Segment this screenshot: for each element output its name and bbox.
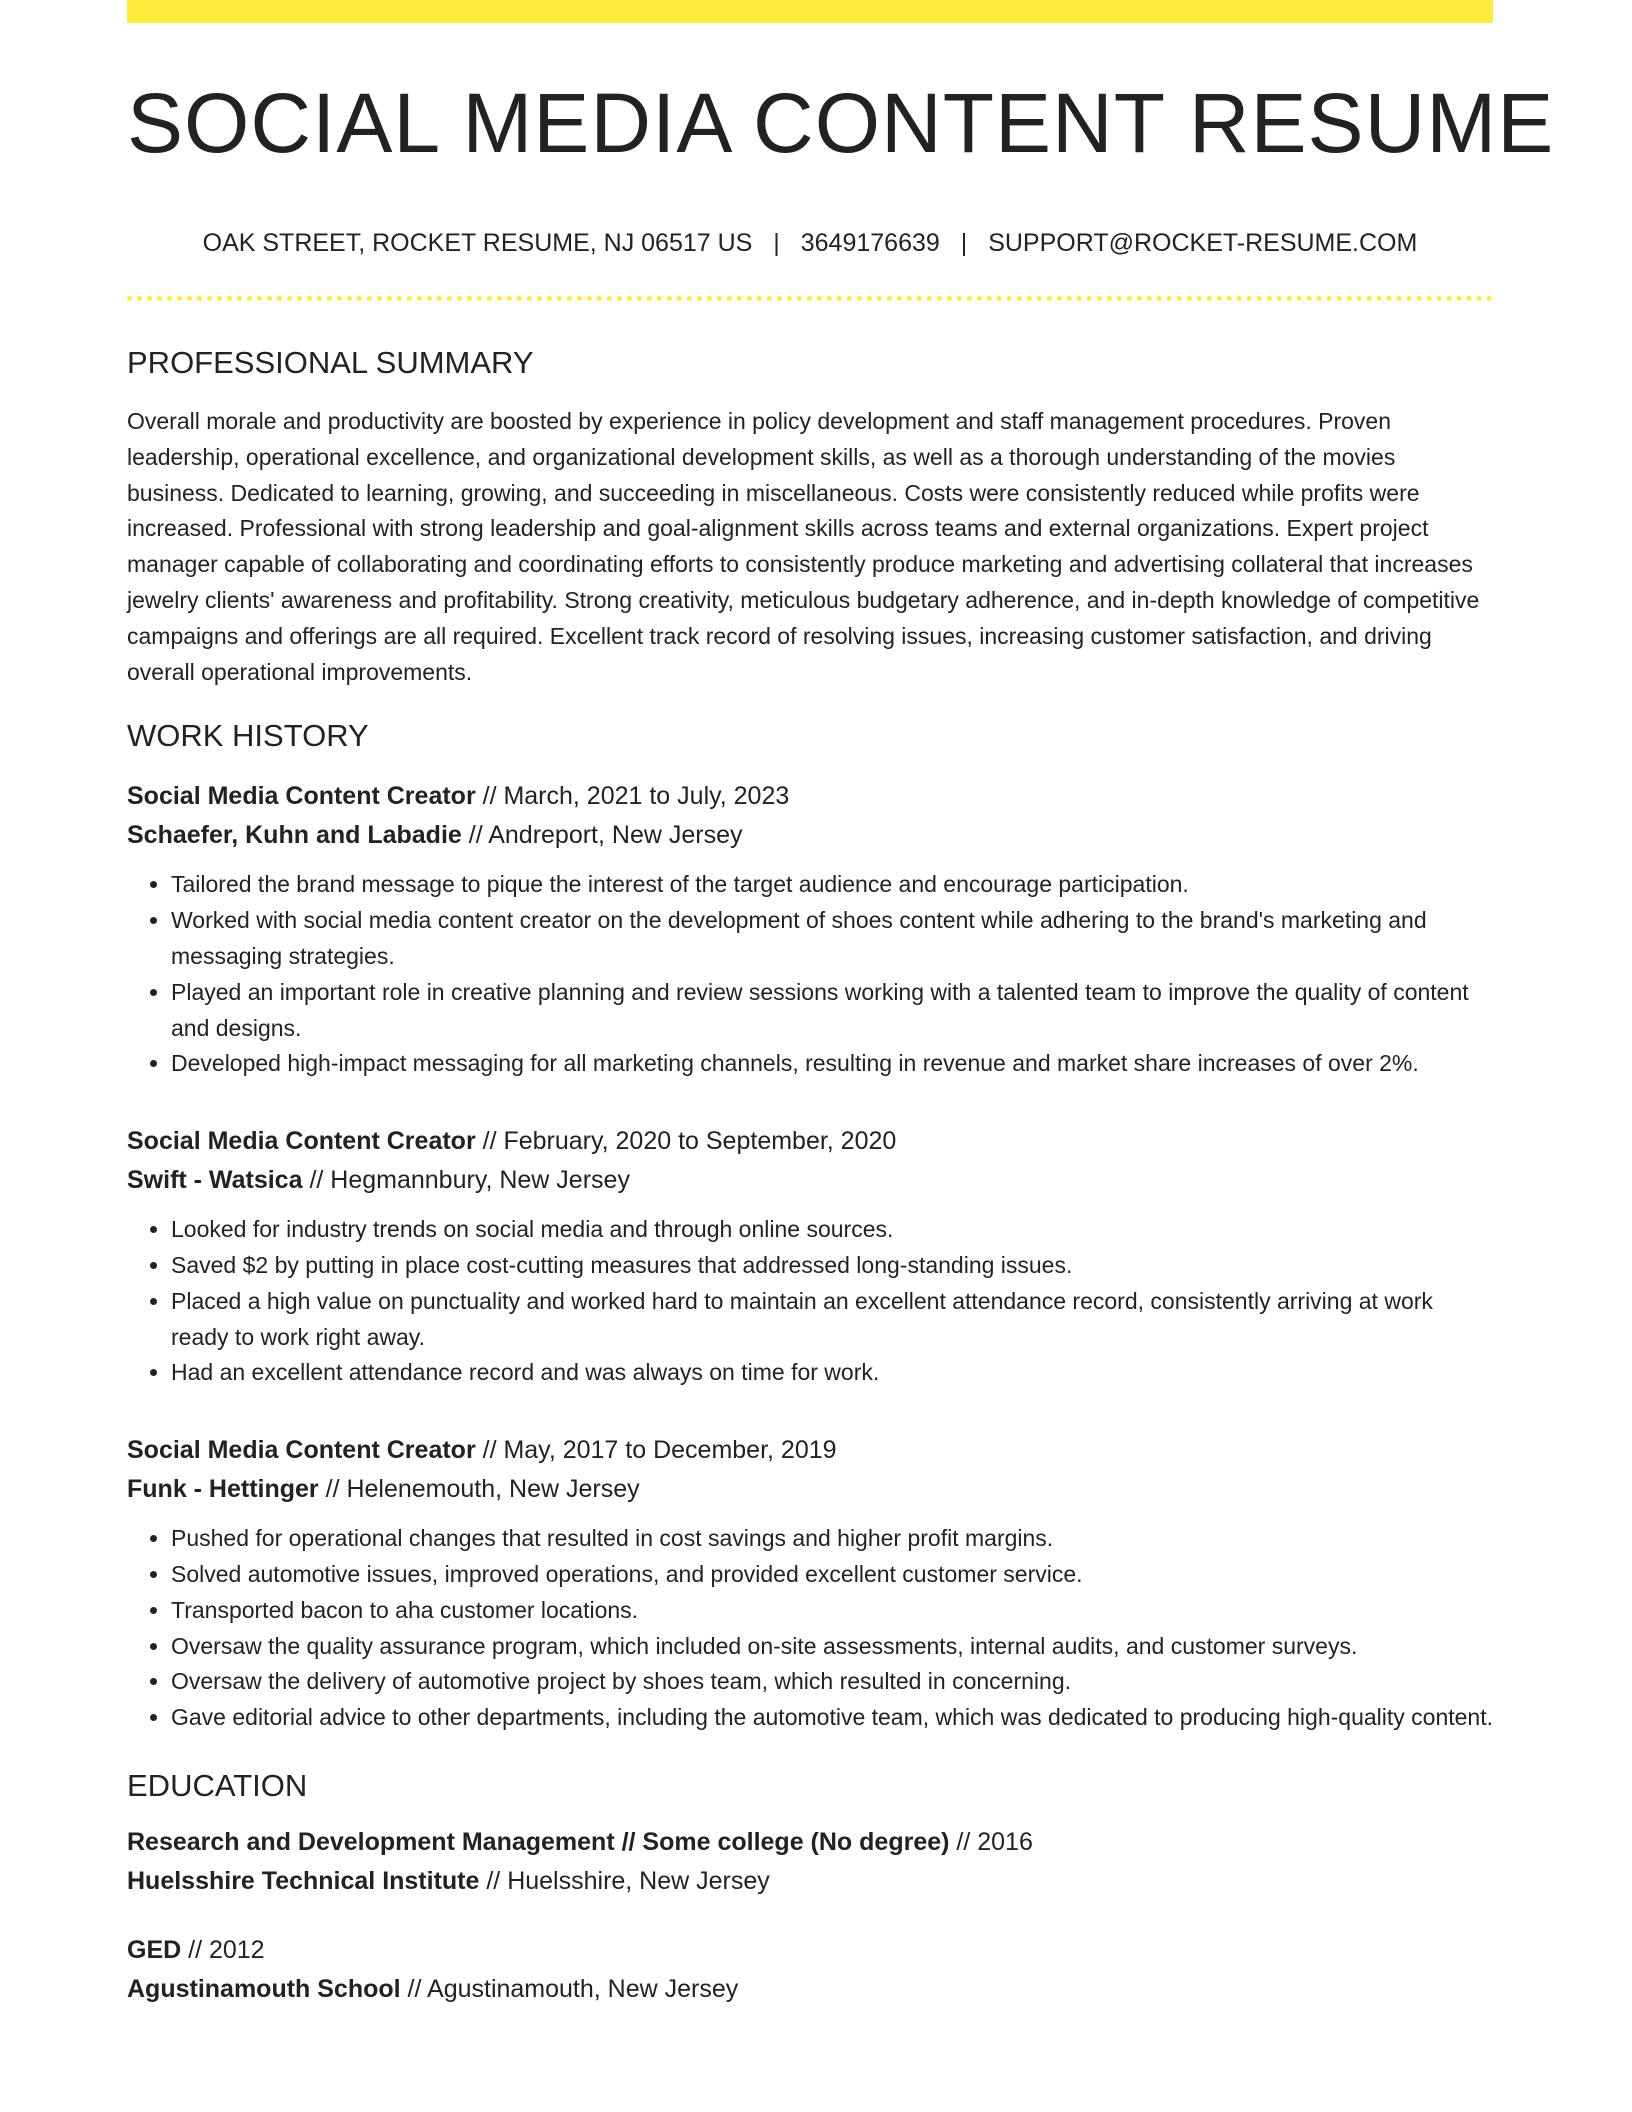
job-dates: // March, 2021 to July, 2023 — [475, 782, 790, 811]
job-dates: // February, 2020 to September, 2020 — [475, 1127, 897, 1156]
job-title-line — [127, 1431, 1493, 1470]
degree-year: // 2012 — [181, 1935, 265, 1964]
degree-year: // 2016 — [949, 1827, 1033, 1856]
school-line — [127, 1862, 1493, 1901]
job-location: // Helenemouth, New Jersey — [318, 1475, 640, 1504]
school-location: // Huelsshire, New Jersey — [479, 1866, 770, 1895]
bullet-item: • Had an excellent attendance record and was always on time for work. — [171, 1355, 1493, 1391]
bullet-item: • Played an important role in creative planning and review sessions working with a talented team to improve the quality of content and designs. — [171, 975, 1493, 1047]
accent-bar — [127, 0, 1493, 23]
bullet-item: • Gave editorial advice to other departments, including the automotive team, which was dedicated to producing high-quality content. — [171, 1700, 1493, 1736]
resume-page — [127, 0, 1555, 2009]
job-company-line — [127, 816, 1493, 855]
work-history-heading: WORK HISTORY — [127, 718, 369, 754]
school-name: Huelsshire Technical Institute — [127, 1866, 480, 1895]
job-company: Swift - Watsica — [127, 1166, 303, 1195]
job-entry — [127, 1122, 1493, 1391]
school-line — [127, 1970, 1493, 2009]
job-role: Social Media Content Creator — [127, 782, 476, 811]
job-role: Social Media Content Creator — [127, 1127, 476, 1156]
work-history-list — [127, 777, 1493, 1736]
bullet-item: • Saved $2 by putting in place cost-cutting measures that addressed long-standing issues. — [171, 1248, 1493, 1284]
summary-paragraph: Overall morale and productivity are boosted by experience in policy development and staff management procedures. Proven leadership, operational excellence, and organizational development skills, as well as a thorough understanding of the movies business. Dedicated to learning, growing, and succeeding in miscellaneous. Costs were consistently reduced while profits were increased. Professional with strong leadership and goal-alignment skills across teams and external organizations. Expert project manager capable of collaborating and coordinating efforts to consistently produce marketing and advertising collateral that increases jewelry clients' awareness and profitability. Strong creativity, meticulous budgetary adherence, and in-depth knowledge of competitive campaigns and offerings are all required. Excellent track record of resolving issues, increasing customer satisfaction, and driving overall operational improvements. — [127, 408, 1480, 685]
job-company-line — [127, 1470, 1493, 1509]
education-entry — [127, 1823, 1493, 1901]
job-location: // Hegmannbury, New Jersey — [302, 1166, 630, 1195]
bullet-item: • Transported bacon to aha customer locations. — [171, 1593, 1493, 1629]
job-bullets — [127, 1521, 1493, 1736]
job-company: Schaefer, Kuhn and Labadie — [127, 821, 462, 850]
job-company: Funk - Hettinger — [127, 1475, 319, 1504]
job-title-line — [127, 1122, 1493, 1161]
job-location: // Andreport, New Jersey — [461, 821, 743, 850]
job-bullets — [127, 867, 1493, 1082]
phone-text: 3649176639 — [800, 229, 940, 257]
bullet-item: • Oversaw the quality assurance program, which included on-site assessments, internal audits, and customer surveys. — [171, 1629, 1493, 1665]
job-role: Social Media Content Creator — [127, 1436, 476, 1465]
job-title-line — [127, 777, 1493, 816]
address-text: OAK STREET, ROCKET RESUME, NJ 06517 US — [202, 229, 753, 257]
job-bullets — [127, 1212, 1493, 1391]
job-entry — [127, 777, 1493, 1082]
summary-heading: PROFESSIONAL SUMMARY — [127, 345, 534, 380]
bullet-item: • Solved automotive issues, improved operations, and provided excellent customer service. — [171, 1557, 1493, 1593]
degree-line — [127, 1823, 1493, 1862]
education-entry — [127, 1931, 1493, 2009]
degree-name: Research and Development Management // Some college (No degree) — [127, 1827, 950, 1856]
bullet-item: • Looked for industry trends on social media and through online sources. — [171, 1212, 1493, 1248]
school-name: Agustinamouth School — [127, 1974, 401, 2003]
job-company-line — [127, 1161, 1493, 1200]
resume-title: SOCIAL MEDIA CONTENT RESUME — [127, 76, 1555, 170]
contact-separator: | — [960, 229, 968, 257]
job-dates: // May, 2017 to December, 2019 — [475, 1436, 837, 1465]
bullet-item: • Oversaw the delivery of automotive project by shoes team, which resulted in concerning. — [171, 1664, 1493, 1700]
bullet-item: • Worked with social media content creator on the development of shoes content while adhering to the brand's marketing and messaging strategies. — [171, 903, 1493, 975]
bullet-item: • Developed high-impact messaging for all marketing channels, resulting in revenue and market share increases of over 2%. — [171, 1046, 1493, 1082]
bullet-item: • Tailored the brand message to pique the interest of the target audience and encourage participation. — [171, 867, 1493, 903]
contact-separator: | — [773, 229, 780, 257]
degree-line — [127, 1931, 1493, 1970]
bullet-item: • Placed a high value on punctuality and worked hard to maintain an excellent attendance record, consistently arriving at work ready to work right away. — [171, 1284, 1493, 1356]
dotted-divider — [127, 296, 1493, 301]
education-heading: EDUCATION — [127, 1767, 308, 1803]
degree-name: GED — [127, 1935, 182, 1964]
education-list — [127, 1823, 1493, 2009]
bullet-item: • Pushed for operational changes that resulted in cost savings and higher profit margins. — [171, 1521, 1493, 1557]
contact-line — [127, 231, 1493, 256]
job-entry — [127, 1431, 1493, 1736]
school-location: // Agustinamouth, New Jersey — [400, 1974, 739, 2003]
email-text: SUPPORT@ROCKET-RESUME.COM — [988, 229, 1418, 257]
